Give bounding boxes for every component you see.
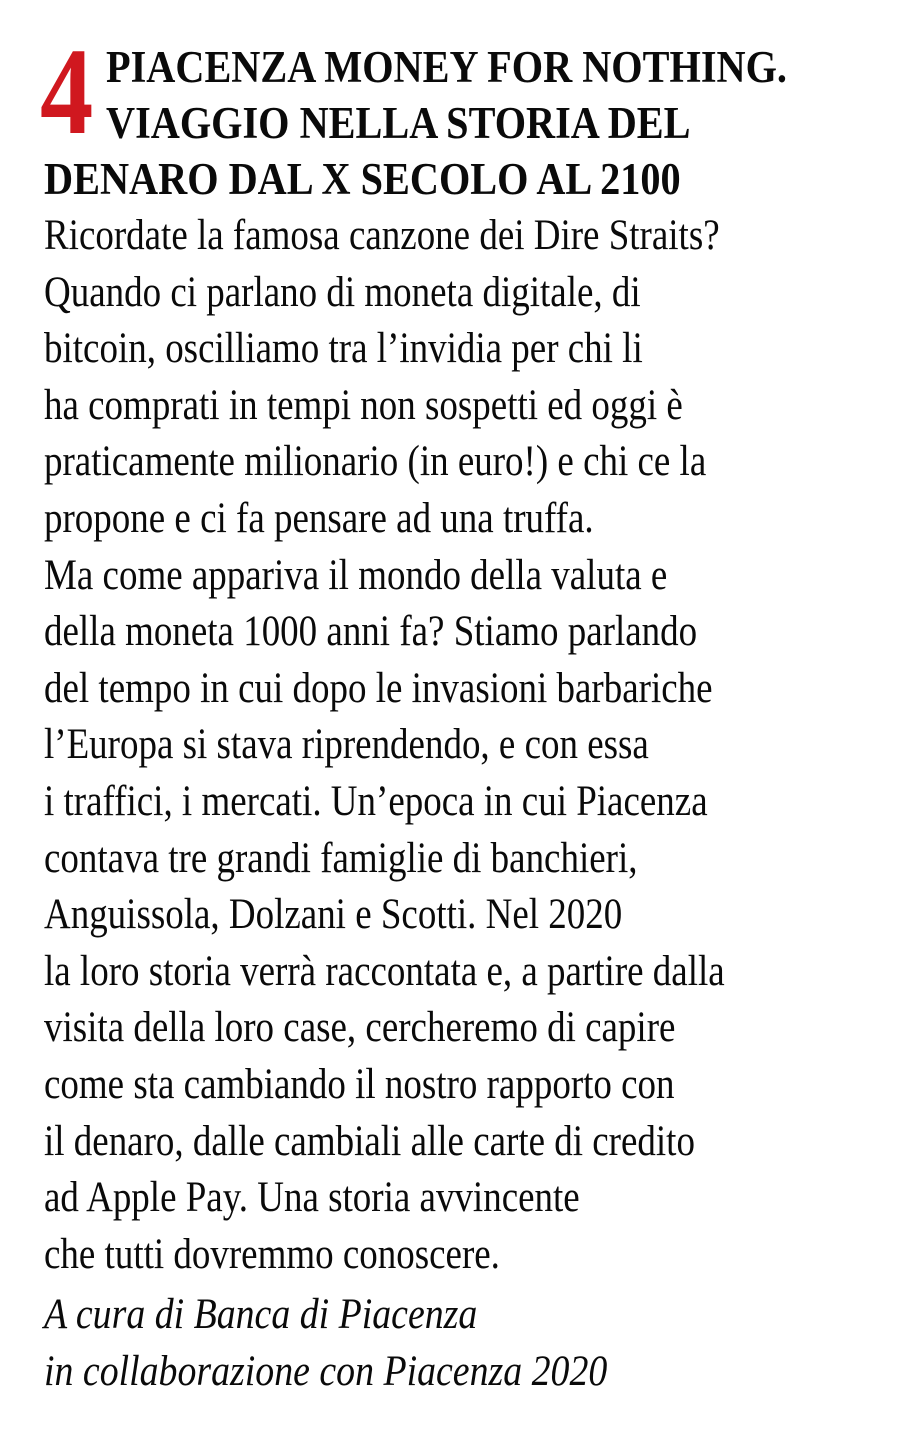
body-line: Ma come appariva il mondo della valuta e [44,551,668,599]
body-line: della moneta 1000 anni fa? Stiamo parlando [44,608,698,656]
article-title-line-1: PIACENZA MONEY FOR NOTHING. [106,42,787,92]
body-line: Anguissola, Dolzani e Scotti. Nel 2020 [44,891,623,939]
body-line: ha comprati in tempi non sospetti ed oggi è [44,381,683,429]
body-line: Quando ci parlano di moneta digitale, di [44,268,641,316]
body-line: visita della loro case, cercheremo di capire [44,1004,676,1052]
article-title-line-2: VIAGGIO NELLA STORIA DEL [106,98,691,148]
body-line: del tempo in cui dopo le invasioni barbariche [44,664,713,712]
body-line: bitcoin, oscilliamo tra l’invidia per chi li [44,325,643,373]
credit-line-collaboration: in collaborazione con Piacenza 2020 [44,1348,608,1395]
credit-line-organizer: A cura di Banca di Piacenza [44,1291,478,1338]
article-body [44,208,835,1283]
body-line: come sta cambiando il nostro rapporto con [44,1060,675,1108]
body-line: Ricordate la famosa canzone dei Dire Straits? [44,212,720,259]
body-line: ad Apple Pay. Una storia avvincente [44,1174,580,1222]
body-line: praticamente milionario (in euro!) e chi ce la [44,438,707,486]
body-line: i traffici, i mercati. Un’epoca in cui Piacenza [44,777,708,825]
body-line: propone e ci fa pensare ad una truffa. [44,494,594,542]
article-credits [44,1286,684,1400]
body-line: che tutti dovremmo conoscere. [44,1230,500,1278]
body-line: l’Europa si stava riprendendo, e con essa [44,721,649,769]
article-number: 4 [40,23,94,160]
article-title-line-3: DENARO DAL X SECOLO AL 2100 [44,154,681,204]
body-line: il denaro, dalle cambiali alle carte di credito [44,1117,695,1165]
body-line: la loro storia verrà raccontata e, a partire dalla [44,947,725,995]
body-line: contava tre grandi famiglie di banchieri, [44,834,638,882]
